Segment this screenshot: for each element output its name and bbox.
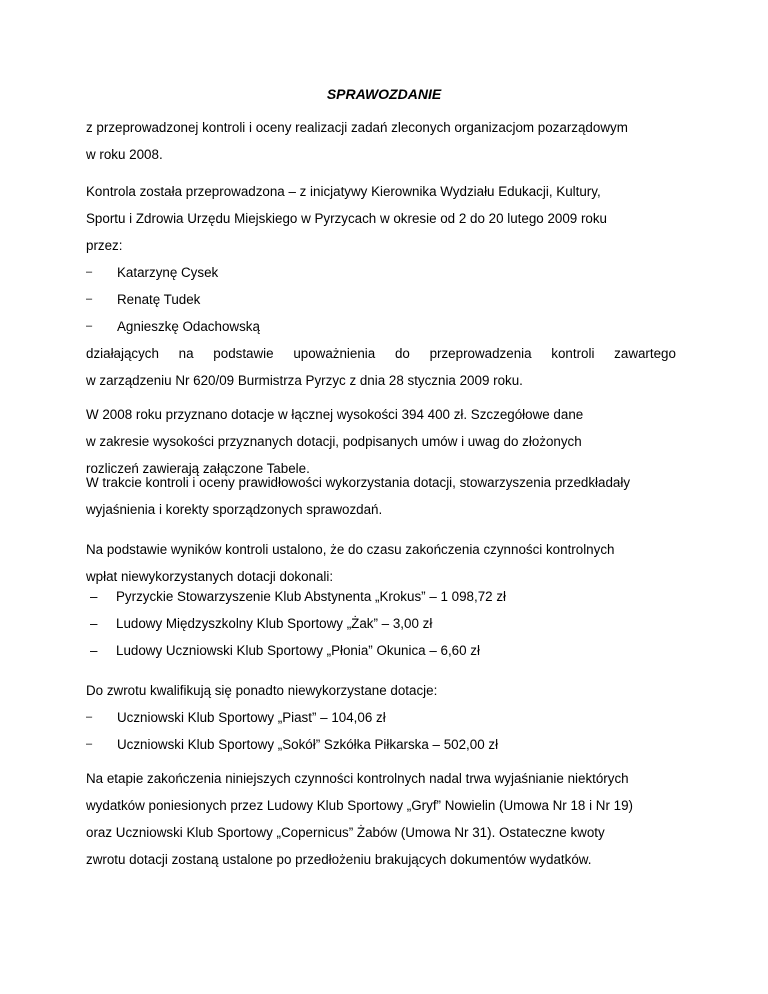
grants-line-1: W 2008 roku przyznano dotacje w łącznej wysokości 394 400 zł. Szczegółowe dane	[86, 407, 584, 422]
to-return-paragraph	[86, 677, 676, 704]
intro-line-1	[86, 114, 676, 141]
refunds-list	[86, 583, 676, 664]
list-item-text: Uczniowski Klub Sportowy „Piast” – 104,06 zł	[117, 710, 386, 725]
list-item	[86, 731, 676, 758]
word: zawartego	[614, 346, 676, 361]
list-item-text: Renatę Tudek	[117, 292, 201, 307]
word: działających	[86, 346, 159, 361]
to-return-line-1: Do zwrotu kwalifikują się ponadto niewykorzystane dotacje:	[86, 683, 438, 698]
list-item	[86, 610, 676, 637]
list-item	[86, 583, 676, 610]
list-item-text: Ludowy Międzyszkolny Klub Sportowy „Żak” – 3,00 zł	[116, 616, 433, 631]
final-paragraph	[86, 765, 676, 873]
control-paragraph	[86, 178, 676, 259]
list-item-text: Pyrzyckie Stowarzyszenie Klub Abstynenta „Krokus” – 1 098,72 zł	[116, 589, 507, 604]
refunds-paragraph	[86, 536, 676, 590]
word: podstawie	[213, 346, 274, 361]
dash-bullet: –	[86, 293, 93, 305]
refunds-line-2: wpłat niewykorzystanych dotacji dokonali:	[86, 569, 334, 584]
refunds-line-1: Na podstawie wyników kontroli ustalono, że do czasu zakończenia czynności kontrolnych	[86, 542, 615, 557]
dash-bullet: –	[90, 616, 98, 631]
list-item	[86, 704, 676, 731]
list-item-text: Agnieszkę Odachowską	[117, 319, 260, 334]
word: przeprowadzenia	[429, 346, 532, 361]
dash-bullet: –	[86, 738, 93, 750]
inspectors-list	[86, 259, 676, 340]
grants-line-3: rozliczeń zawierają załączone Tabele.	[86, 461, 310, 476]
list-item	[86, 286, 676, 313]
word: kontroli	[551, 346, 595, 361]
control-continuation	[86, 340, 676, 394]
dash-bullet: –	[86, 266, 93, 278]
dash-bullet: –	[90, 643, 98, 658]
assessment-line-2: wyjaśnienia i korekty sporządzonych sprawozdań.	[86, 502, 383, 517]
to-return-list	[86, 704, 676, 758]
assessment-paragraph	[86, 469, 676, 523]
document-title: SPRAWOZDANIE	[326, 86, 442, 102]
intro-paragraph	[86, 114, 676, 168]
final-line-3: oraz Uczniowski Klub Sportowy „Copernicus” Żabów (Umowa Nr 31). Ostateczne kwoty	[86, 825, 605, 840]
control-line-5: w zarządzeniu Nr 620/09 Burmistrza Pyrzyc z dnia 28 stycznia 2009 roku.	[86, 373, 523, 388]
assessment-line-1: W trakcie kontroli i oceny prawidłowości wykorzystania dotacji, stowarzyszenia przedkładały	[86, 475, 631, 490]
list-item-text: Katarzynę Cysek	[117, 265, 219, 280]
dash-bullet: –	[86, 711, 93, 723]
grants-line-2: w zakresie wysokości przyznanych dotacji, podpisanych umów i uwag do złożonych	[86, 434, 582, 449]
control-line-1: Kontrola została przeprowadzona – z inicjatywy Kierownika Wydziału Edukacji, Kultury,	[86, 184, 601, 199]
final-line-2: wydatków poniesionych przez Ludowy Klub Sportowy „Gryf” Nowielin (Umowa Nr 18 i Nr 19)	[86, 798, 633, 813]
intro-line-2: w roku 2008.	[86, 147, 163, 162]
dash-bullet: –	[86, 320, 93, 332]
word: upoważnienia	[293, 346, 376, 361]
list-item-text: Ludowy Uczniowski Klub Sportowy „Płonia” Okunica – 6,60 zł	[116, 643, 480, 658]
dash-bullet: –	[90, 589, 98, 604]
word: na	[178, 346, 194, 361]
list-item-text: Uczniowski Klub Sportowy „Sokół” Szkółka Piłkarska – 502,00 zł	[117, 737, 499, 752]
intro-line-1-text: z przeprowadzonej kontroli i oceny realizacji zadań zleconych organizacjom pozarządowym	[86, 120, 628, 135]
word: do	[394, 346, 410, 361]
list-item	[86, 637, 676, 664]
final-line-4: zwrotu dotacji zostaną ustalone po przedłożeniu brakujących dokumentów wydatków.	[86, 852, 592, 867]
control-line-2: Sportu i Zdrowia Urzędu Miejskiego w Pyrzycach w okresie od 2 do 20 lutego 2009 roku	[86, 211, 608, 226]
control-line-4	[86, 340, 676, 367]
final-line-1: Na etapie zakończenia niniejszych czynności kontrolnych nadal trwa wyjaśnianie niektórych	[86, 771, 629, 786]
list-item	[86, 259, 676, 286]
list-item	[86, 313, 676, 340]
control-line-3: przez:	[86, 238, 123, 253]
